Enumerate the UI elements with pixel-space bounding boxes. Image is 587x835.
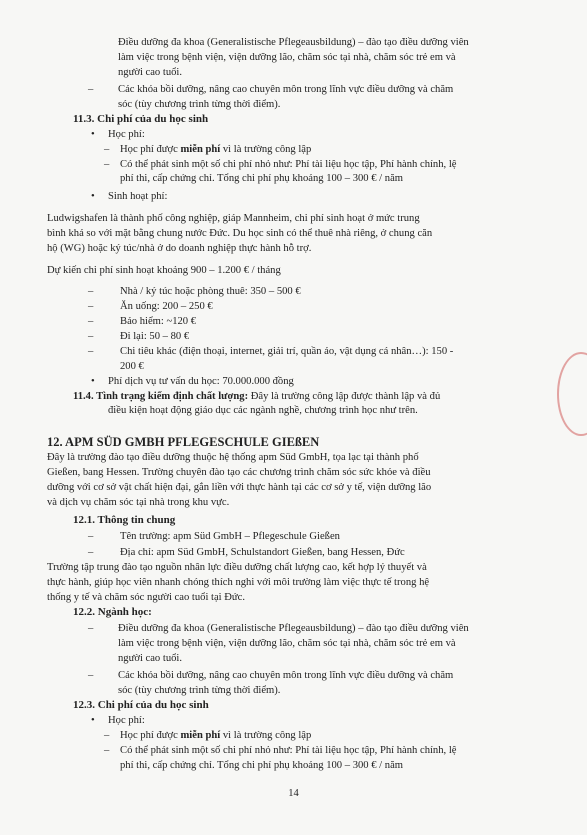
text-line: người cao tuổi. <box>118 653 183 664</box>
dash-marker: – <box>88 286 94 297</box>
text-line: Dự kiến chi phí sinh hoạt khoảng 900 – 1.200 € / tháng <box>47 265 281 276</box>
text-span: Học phí được <box>120 144 181 155</box>
dash-marker: – <box>104 144 110 155</box>
text-line: Học phí: <box>108 129 145 140</box>
subsection-heading: 12.3. Chi phí của du học sinh <box>73 699 209 711</box>
text-line: Ludwigshafen là thành phố công nghiệp, giáp Mannheim, chi phí sinh hoạt ở mức trung <box>47 213 420 224</box>
text-line: Phí dịch vụ tư vấn du học: 70.000.000 đồng <box>108 376 294 387</box>
text-line: Bảo hiểm: ~120 € <box>120 316 197 327</box>
text-line: Có thể phát sinh một số chi phí nhỏ như: Phí tài liệu học tập, Phí hành chính, lệ <box>120 159 457 170</box>
section-heading: 12. APM SÜD GMBH PFLEGESCHULE GIEßEN <box>47 435 320 449</box>
dash-marker: – <box>104 730 110 741</box>
text-line <box>120 729 311 742</box>
text-line: dưỡng với cơ sở vật chất hiện đại, gắn liền với thực hành tại các cơ sở y tế, viện dưỡng lão <box>47 482 432 493</box>
text-line: làm việc trong bệnh viện, viện dưỡng lão, chăm sóc tại nhà, chăm sóc trẻ em và <box>118 52 456 63</box>
text-line: thực hành, giúp học viên nhanh chóng thích nghi với môi trường làm việc thực tế trong hệ <box>47 577 430 588</box>
text-line: Gießen, bang Hessen. Trường chuyên đào tạo các chương trình chăm sóc sức khỏe và điều <box>47 467 431 478</box>
text-span: Đây là trường công lập được thành lập và đủ <box>248 391 441 402</box>
text-span: vì là trường công lập <box>220 730 312 741</box>
text-line: Trường tập trung đào tạo nguồn nhân lực điều dưỡng chất lượng cao, kết hợp lý thuyết và <box>47 562 427 573</box>
bullet-marker: • <box>91 129 95 140</box>
text-line: điều kiện hoạt động giáo dục các ngành nghề, chương trình học như trên. <box>108 405 418 416</box>
text-line: Địa chỉ: apm Süd GmbH, Schulstandort Gießen, bang Hessen, Đức <box>120 547 405 558</box>
text-line: người cao tuổi. <box>118 67 183 78</box>
text-line: sóc (tùy chương trình từng thời điểm). <box>118 99 281 110</box>
text-line: Có thể phát sinh một số chi phí nhỏ như: Phí tài liệu học tập, Phí hành chính, lệ <box>120 745 457 756</box>
text-line: Học phí: <box>108 715 145 726</box>
text-span: vì là trường công lập <box>220 144 312 155</box>
dash-marker: – <box>88 316 94 327</box>
text-line: và dịch vụ chăm sóc tại nhà trong khu vực. <box>47 497 230 508</box>
subsection-heading: 12.1. Thông tin chung <box>73 514 176 526</box>
text-line: thống y tế và chăm sóc người cao tuổi tại Đức. <box>47 592 246 603</box>
text-line: Sinh hoạt phí: <box>108 191 168 202</box>
text-line: sóc (tùy chương trình từng thời điểm). <box>118 685 281 696</box>
dash-marker: – <box>88 547 94 558</box>
subsection-heading: 12.2. Ngành học: <box>73 606 152 618</box>
bold-text: miễn phí <box>180 730 221 741</box>
dash-marker: – <box>104 159 110 170</box>
text-line: bình khá so với mặt bằng chung nước Đức. Du học sinh có thể thuê nhà riêng, ở chung căn <box>47 228 433 239</box>
text-line: phí thi, cấp chứng chỉ. Tổng chi phí phụ khoảng 100 – 300 € / năm <box>120 173 404 184</box>
dash-marker: – <box>88 623 94 634</box>
text-line: Chi tiêu khác (điện thoại, internet, giải trí, quần áo, vật dụng cá nhân…): 150 - <box>120 346 454 357</box>
text-line: 200 € <box>120 361 144 372</box>
bold-text: Tình trạng kiểm định chất lượng: <box>96 391 249 402</box>
bullet-marker: • <box>91 191 95 202</box>
dash-marker: – <box>88 331 94 342</box>
text-line <box>73 390 440 403</box>
bullet-marker: • <box>91 376 95 387</box>
dash-marker: – <box>88 84 94 95</box>
text-span: Học phí được <box>120 730 181 741</box>
text-line: Ăn uống: 200 – 250 € <box>120 301 213 312</box>
text-line: hộ (WG) hoặc ký túc/nhà ở do doanh nghiệp thực hành hỗ trợ. <box>47 243 312 254</box>
text-span: 11.4. <box>73 391 97 402</box>
text-line: phí thi, cấp chứng chỉ. Tổng chi phí phụ khoảng 100 – 300 € / năm <box>120 760 404 771</box>
dash-marker: – <box>104 745 110 756</box>
dash-marker: – <box>88 670 94 681</box>
text-line: làm việc trong bệnh viện, viện dưỡng lão, chăm sóc tại nhà, chăm sóc trẻ em và <box>118 638 456 649</box>
text-line: Đây là trường đào tạo điều dưỡng thuộc hệ thống apm Süd GmbH, tọa lạc tại thành phố <box>47 452 419 463</box>
text-line: Nhà / ký túc hoặc phòng thuê: 350 – 500 € <box>120 286 301 297</box>
dash-marker: – <box>88 346 94 357</box>
bullet-marker: • <box>91 715 95 726</box>
dash-marker: – <box>88 531 94 542</box>
text-line: Điều dưỡng đa khoa (Generalistische Pflegeausbildung) – đào tạo điều dưỡng viên <box>118 623 469 634</box>
subsection-heading: 11.3. Chi phí của du học sinh <box>73 113 209 125</box>
text-line: Đi lại: 50 – 80 € <box>120 331 190 342</box>
dash-marker: – <box>88 301 94 312</box>
page-number: 14 <box>288 788 299 799</box>
text-line: Các khóa bồi dưỡng, nâng cao chuyên môn trong lĩnh vực điều dưỡng và chăm <box>118 84 454 95</box>
bold-text: miễn phí <box>180 144 221 155</box>
text-line: Các khóa bồi dưỡng, nâng cao chuyên môn trong lĩnh vực điều dưỡng và chăm <box>118 670 454 681</box>
text-line: Tên trường: apm Süd GmbH – Pflegeschule Gießen <box>120 531 340 542</box>
text-line: Điều dưỡng đa khoa (Generalistische Pflegeausbildung) – đào tạo điều dưỡng viên <box>118 37 469 48</box>
text-line <box>120 143 311 156</box>
